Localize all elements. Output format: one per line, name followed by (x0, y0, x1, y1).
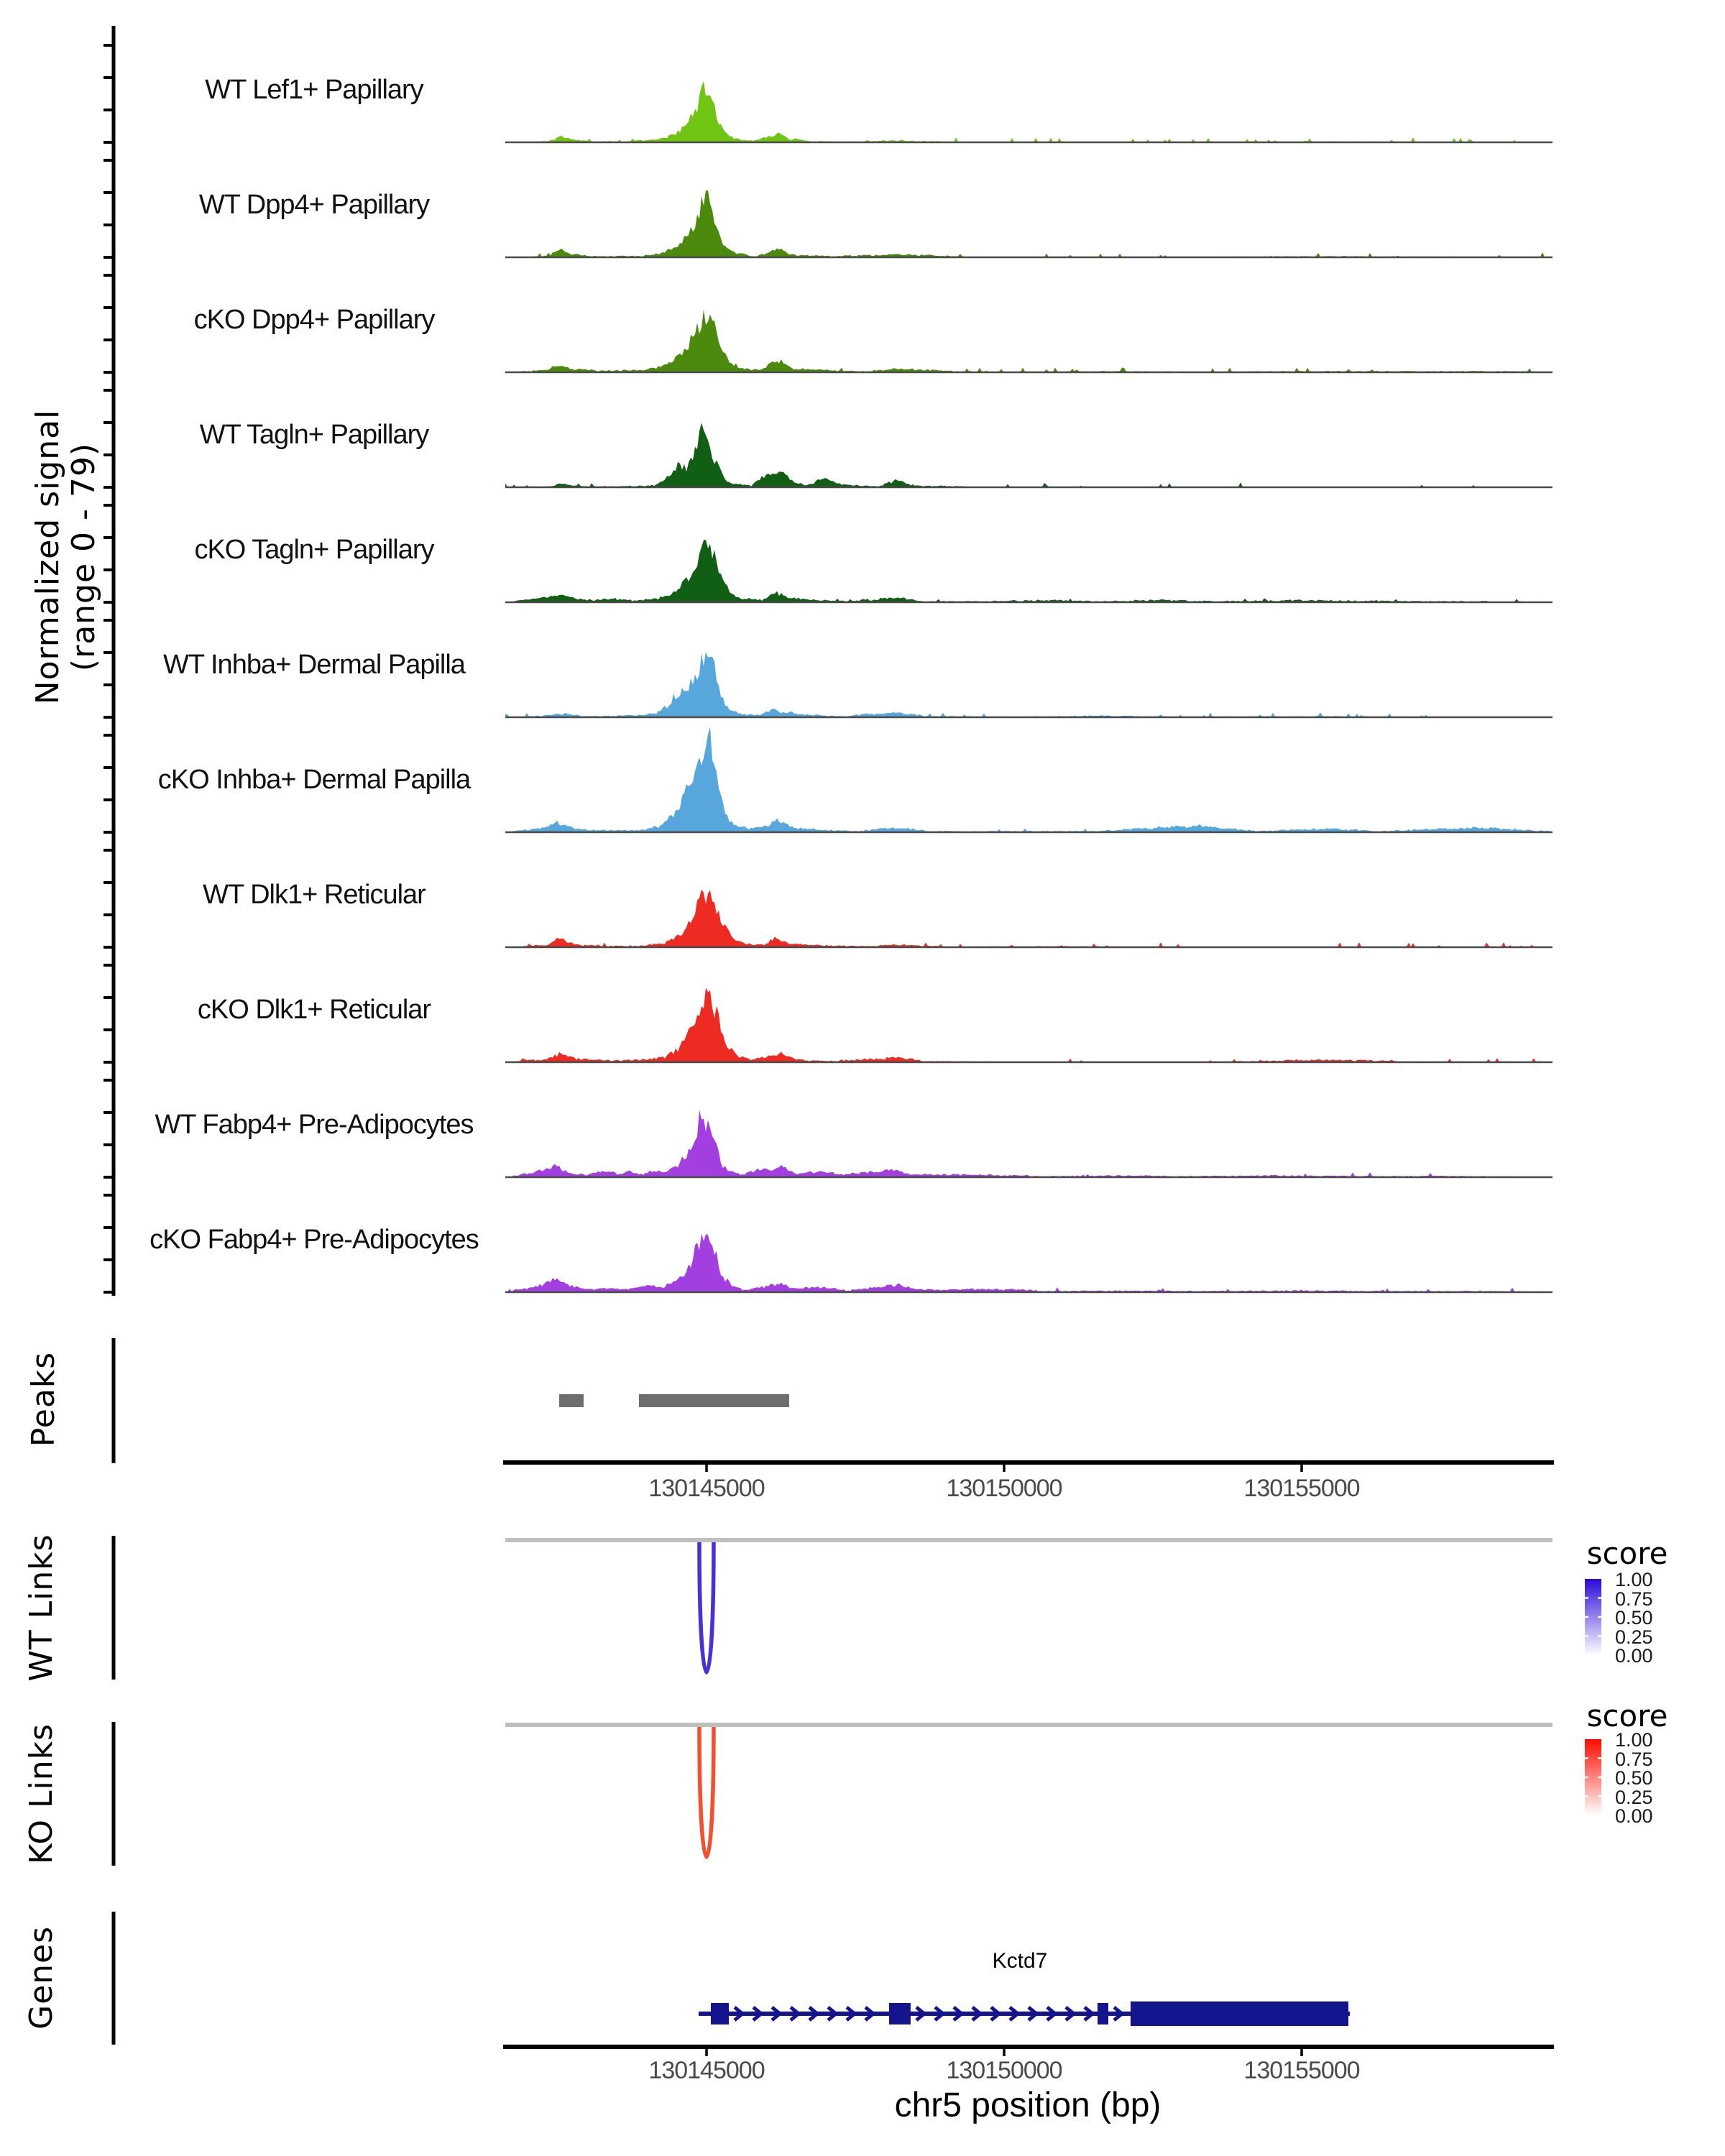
track-label-7: WT Dlk1+ Reticular (203, 880, 426, 910)
gene-exon-wide (1131, 2001, 1348, 2026)
link-arc-0 (699, 1542, 714, 1672)
coverage-area-9 (505, 1110, 1552, 1177)
track-label-5: WT Inhba+ Dermal Papilla (163, 650, 465, 680)
axis-tick-label-0: 130145000 (648, 2057, 765, 2084)
genes-track (114, 1912, 1350, 2045)
score-legends (1585, 1579, 1601, 1815)
gene-exon-0 (711, 2003, 729, 2024)
peaks-section-label: Peaks (24, 1351, 62, 1447)
wt-score-legend-title: score (1586, 1536, 1668, 1571)
axis-tick-label-2: 130155000 (1243, 2057, 1360, 2084)
coverage-area-0 (505, 81, 1552, 142)
peaks-track (114, 1338, 789, 1463)
x-axis-label: chr5 position (bp) (894, 2086, 1162, 2124)
legend-0-tick-label-4: 0.00 (1615, 1645, 1653, 1667)
coverage-area-8 (505, 987, 1552, 1062)
legend-1-tick-label-3: 0.25 (1615, 1786, 1653, 1808)
coverage-area-1 (505, 190, 1552, 257)
gene-name-label: Kctd7 (992, 1949, 1048, 1973)
coverage-area-4 (505, 540, 1552, 602)
axis-tick-label-2: 130155000 (1243, 1475, 1360, 1502)
legend-1-tick-label-4: 0.00 (1615, 1805, 1653, 1827)
link-arc-1 (699, 1727, 714, 1857)
peak-interval-1 (639, 1394, 789, 1407)
genes-section-label: Genes (22, 1925, 60, 2030)
peak-interval-0 (559, 1394, 584, 1407)
legend-0-tick-label-0: 1.00 (1615, 1569, 1653, 1590)
wt-links-section-label: WT Links (22, 1534, 60, 1682)
legend-0-tick-label-3: 0.25 (1615, 1626, 1653, 1648)
axis-tick-label-0: 130145000 (648, 1475, 765, 1502)
y-axis-label-line1: Normalized signal (29, 409, 66, 705)
links-tracks (114, 1536, 1552, 1866)
track-label-10: cKO Fabp4+ Pre-Adipocytes (150, 1225, 479, 1255)
track-label-3: WT Tagln+ Papillary (199, 420, 429, 450)
track-label-9: WT Fabp4+ Pre-Adipocytes (155, 1110, 474, 1140)
coverage-area-2 (505, 310, 1552, 373)
gene-exon-2 (1098, 2003, 1108, 2024)
coverage-tracks (505, 81, 1552, 1292)
ko-score-legend-title: score (1586, 1698, 1668, 1733)
position-axis-upper (503, 1462, 1554, 1472)
axis-tick-label-1: 130150000 (946, 1475, 1062, 1502)
y-axis-label-line2: (range 0 - 79) (65, 442, 102, 672)
axis-tick-label-1: 130150000 (946, 2057, 1062, 2084)
track-label-1: WT Dpp4+ Papillary (198, 190, 430, 220)
coverage-area-3 (505, 423, 1552, 487)
coverage-area-6 (505, 727, 1552, 832)
coverage-area-10 (505, 1234, 1552, 1293)
track-label-8: cKO Dlk1+ Reticular (197, 995, 431, 1025)
legend-1-tick-label-2: 0.50 (1615, 1767, 1653, 1789)
track-label-6: cKO Inhba+ Dermal Papilla (157, 765, 471, 795)
ko-links-section-label: KO Links (22, 1723, 60, 1865)
position-axis-lower (503, 2047, 1554, 2056)
gene-exon-1 (889, 2003, 911, 2024)
coverage-area-7 (505, 890, 1552, 947)
legend-0-tick-label-2: 0.50 (1615, 1607, 1653, 1628)
legend-0-tick-label-1: 0.75 (1615, 1588, 1653, 1610)
track-label-4: cKO Tagln+ Papillary (194, 535, 434, 565)
legend-1-tick-label-0: 1.00 (1615, 1729, 1653, 1751)
track-label-0: WT Lef1+ Papillary (205, 75, 423, 105)
coverage-area-5 (505, 652, 1552, 717)
legend-1-tick-label-1: 0.75 (1615, 1748, 1653, 1770)
track-label-2: cKO Dpp4+ Papillary (193, 305, 435, 335)
